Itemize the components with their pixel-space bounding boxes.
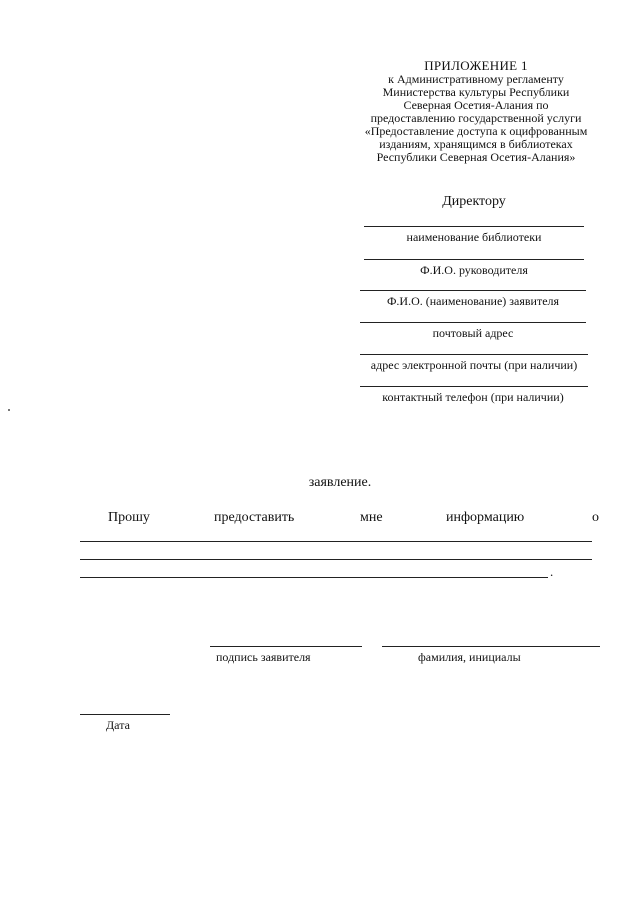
director-name-caption: Ф.И.О. руководителя (420, 263, 528, 277)
request-word: информацию (446, 510, 525, 525)
request-word: предоставить (214, 510, 295, 525)
surname-initials-line[interactable] (382, 646, 600, 647)
email-line[interactable] (360, 354, 588, 355)
request-text-line-1[interactable] (80, 541, 592, 542)
request-word: мне (360, 510, 383, 525)
appendix-header (340, 58, 612, 164)
request-text-line-2[interactable] (80, 559, 592, 560)
appendix-line: предоставлению государственной услуги (370, 111, 582, 125)
statement-title: заявление. (308, 475, 372, 490)
postal-address-caption: почтовый адрес (432, 326, 514, 340)
signature-caption: подпись заявителя (216, 650, 311, 664)
appendix-line: Северная Осетия-Алания по (403, 98, 549, 112)
surname-initials-caption: фамилия, инициалы (418, 650, 521, 664)
signature-line[interactable] (210, 646, 362, 647)
date-line[interactable] (80, 714, 170, 715)
email-caption: адрес электронной почты (при наличии) (370, 358, 578, 372)
phone-caption: контактный телефон (при наличии) (382, 390, 564, 404)
appendix-line: Республики Северная Осетия-Алания» (376, 150, 576, 164)
library-name-line[interactable] (364, 226, 584, 227)
addressee-director: Директору (442, 194, 506, 209)
applicant-name-line[interactable] (360, 290, 586, 291)
applicant-name-caption: Ф.И.О. (наименование) заявителя (386, 294, 560, 308)
phone-line[interactable] (360, 386, 588, 387)
appendix-line: Министерства культуры Республики (382, 85, 570, 99)
request-text-line-3[interactable] (80, 577, 548, 578)
library-name-caption: наименование библиотеки (406, 230, 542, 244)
appendix-line: изданиям, хранящимся в библиотеках (379, 137, 573, 151)
stray-mark (8, 409, 10, 411)
director-name-line[interactable] (364, 259, 584, 260)
request-end-mark: . (550, 564, 554, 579)
appendix-line: «Предоставление доступа к оцифрованным (364, 124, 588, 138)
date-caption: Дата (106, 718, 130, 732)
postal-address-line[interactable] (360, 322, 586, 323)
request-word: о (592, 510, 599, 525)
appendix-title: ПРИЛОЖЕНИЕ 1 (424, 58, 528, 73)
request-word: Прошу (108, 510, 150, 525)
appendix-line: к Административному регламенту (388, 72, 564, 86)
